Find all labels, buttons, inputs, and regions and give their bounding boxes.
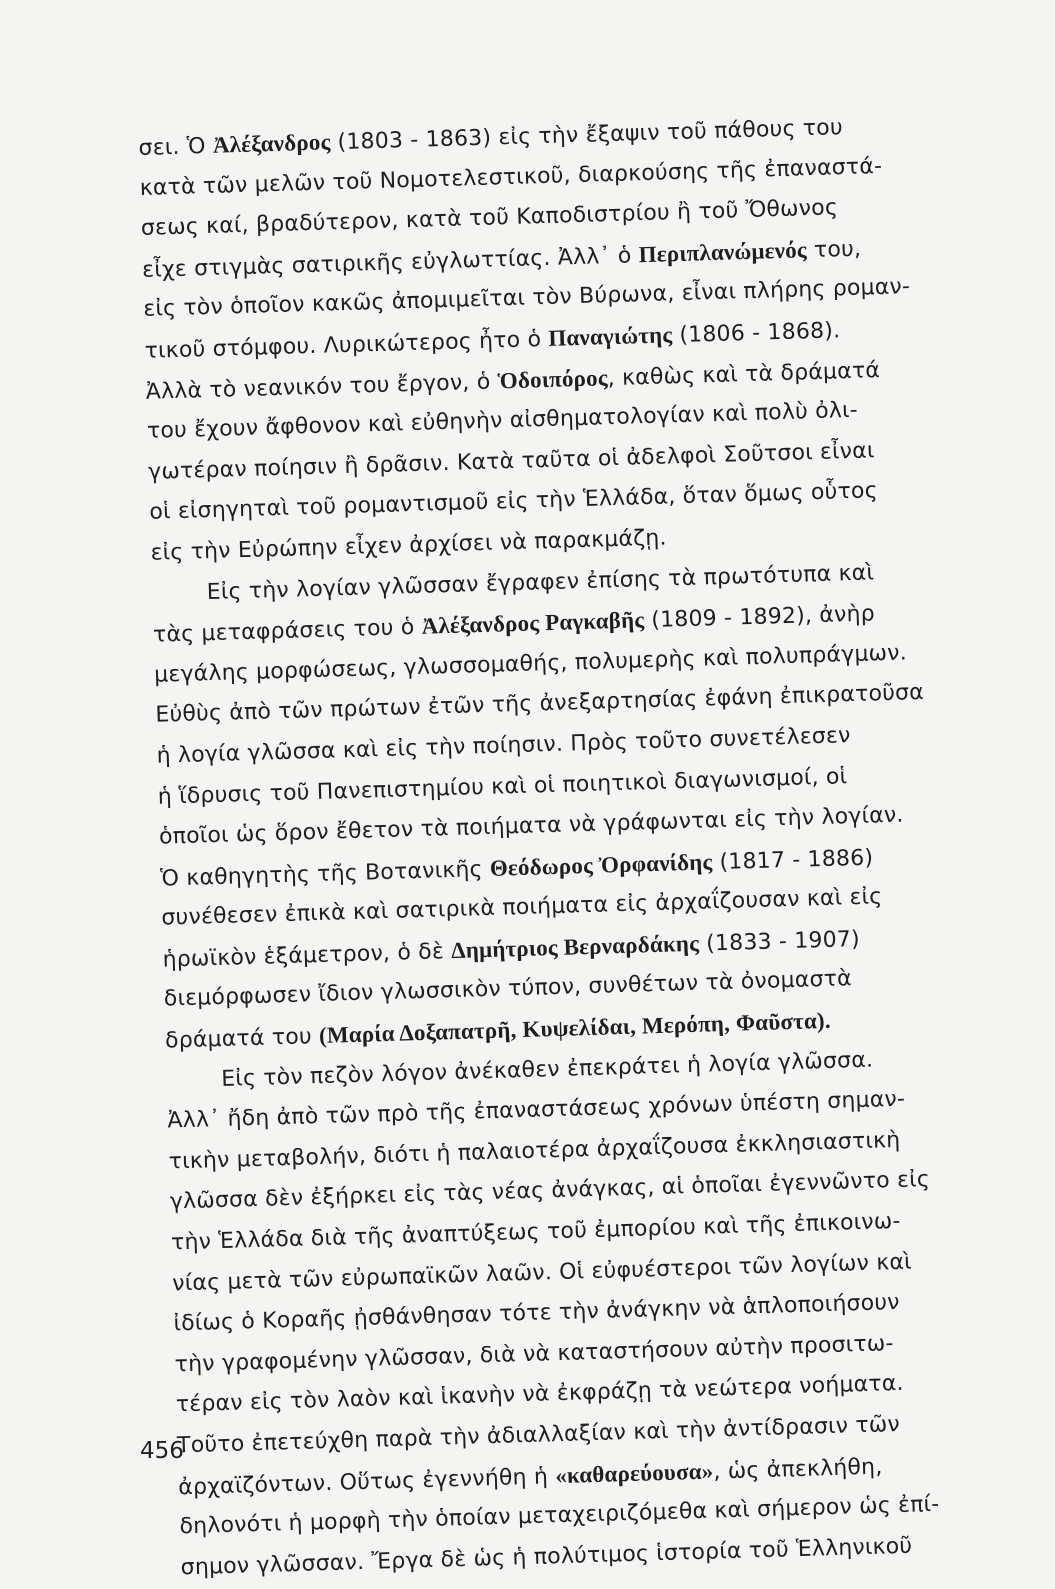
text-run: τὰς μεταφράσεις του ὁ [152, 614, 423, 648]
text-run: οἱ εἰσηγηταὶ τοῦ ρομαντισμοῦ εἰς τὴν Ἑλλάδα, ὅταν ὅμως οὗτος [149, 478, 879, 526]
text-run: τὴν γραφομένην γλῶσσαν, διὰ νὰ καταστήσουν αὐτὴν προσιτω- [174, 1330, 894, 1378]
text-run: δηλονότι ἡ μορφὴ τὴν ὁποίαν μεταχειριζόμεθα καὶ σήμερον ὡς ἐπί- [179, 1492, 940, 1540]
bold-name: «καθαρεύουσα» [554, 1458, 714, 1488]
bold-name: Ὁδοιπόρος [497, 364, 609, 394]
text-run: ἡ ἵδρυσις τοῦ Πανεπιστημίου καὶ οἱ ποιητικοὶ διαγωνισμοί, οἱ [157, 763, 848, 810]
bold-name: Περιπλανώμενός [638, 237, 808, 267]
text-run: ἰδίως ὁ Κοραῆς ᾐσθάνθησαν τότε τὴν ἀνάγκην νὰ ἁπλοποιήσουν [173, 1290, 901, 1337]
text-run: συνέθεσεν ἐπικὰ καὶ σατιρικὰ ποιήματα εἰς ἀρχαΐζουσαν καὶ εἰς [161, 884, 883, 931]
text-run: του, [806, 236, 862, 263]
text-run: εἰς τὸν ὁποῖον κακῶς ἀπομιμεῖται τὸν Βύρωνα, εἶναι πλήρης ρομαν- [143, 274, 911, 323]
bold-name: Δημήτριος Βερναρδάκης [450, 930, 700, 963]
text-run: ἡρωϊκὸν ἑξάμετρον, ὁ δὲ [162, 938, 452, 973]
text-run: Ἀλλ᾽ ἤδη ἀπὸ τῶν πρὸ τῆς ἐπαναστάσεως χρόνων ὑπέστη σημαν- [167, 1086, 906, 1134]
text-run: , ὡς ἀπεκλήθη, [713, 1454, 883, 1485]
text-run: γλῶσσα δὲν ἐξήρκει εἰς τὰς νέας ἀνάγκας, αἱ ὁποῖαι ἐγεννῶντο εἰς [169, 1167, 931, 1215]
text-run: (1806 - 1868). [671, 318, 841, 349]
text-run: τέραν εἰς τὸν λαὸν καὶ ἱκανὴν νὰ ἐκφράζῃ τὰ νεώτερα νοήματα. [175, 1371, 905, 1418]
text-run: δράματά του [164, 1024, 320, 1054]
text-run: Εἰς τὸν πεζὸν λόγον ἀνέκαθεν ἐπεκράτει ἡ λογία γλῶσσα. [220, 1047, 874, 1092]
text-run: σημον γλῶσσαν. Ἔργα δὲ ὡς ἡ πολύτιμος ἱστορία τοῦ Ἑλληνικοῦ [180, 1533, 913, 1581]
text-run: , καθὼς καὶ τὰ δράματά [607, 357, 881, 391]
text-run: σεως καί, βραδύτερον, κατὰ τοῦ Καποδιστρίου ἢ τοῦ Ὄθωνος [140, 195, 839, 242]
text-run: του ἔχουν ἄφθονον καὶ εὐθηνὴν αἰσθηματολογίαν καὶ πολὺ ὀλι- [146, 397, 859, 445]
bold-name: Ἀλέξανδρος Ραγκαβῆς [421, 607, 645, 639]
text-run: διεμόρφωσεν ἴδιον γλωσσικὸν τύπον, συνθέτων τὰ ὀνομαστὰ [163, 966, 853, 1013]
text-run: ἀρχαϊζόντων. Οὕτως ἐγεννήθη ἡ [177, 1463, 556, 1500]
bold-name: Ἀλέξανδρος [212, 129, 331, 158]
bold-name: (Μαρία Δοξαπατρῆ, Κυψελίδαι, Μερόπη, Φαῦστα). [318, 1007, 832, 1049]
text-run: Εὐθὺς ἀπὸ τῶν πρώτων ἐτῶν τῆς ἀνεξαρτησίας ἐφάνη ἐπικρατοῦσα [155, 680, 925, 729]
text-run: Εἰς τὴν λογίαν γλῶσσαν ἔγραφεν ἐπίσης τὰ πρωτότυπα καὶ [206, 559, 875, 605]
text-run: (1803 - 1863) εἰς τὴν ἔξαψιν τοῦ πάθους του [330, 115, 844, 156]
text-run: Τοῦτο ἐπετεύχθη παρὰ τὴν ἀδιαλλαξίαν καὶ τὴν ἀντίδρασιν τῶν [176, 1411, 901, 1459]
text-run: νίας μετὰ τῶν εὐρωπαϊκῶν λαῶν. Οἱ εὐφυέστεροι τῶν λογίων καὶ [171, 1249, 913, 1297]
text-run: ἡ λογία γλῶσσα καὶ εἰς τὴν ποίησιν. Πρὸς τοῦτο συνετέλεσεν [156, 723, 851, 769]
text-run: τὴν Ἑλλάδα διὰ τῆς ἀναπτύξεως τοῦ ἐμπορίου καὶ τῆς ἐπικοινω- [170, 1208, 901, 1256]
bold-name: Θεόδωρος Ὀρφανίδης [489, 848, 713, 881]
text-run: ὁποῖοι ὡς ὅρον ἔθετον τὰ ποιήματα νὰ γράφωνται εἰς τὴν λογίαν. [158, 802, 904, 850]
text-run: κατὰ τῶν μελῶν τοῦ Νομοτελεστικοῦ, διαρκούσης τῆς ἐπαναστά- [139, 153, 883, 201]
text-run: Ὁ καθηγητὴς τῆς Βοτανικῆς [159, 856, 491, 892]
text-run: εἶχε στιγμὰς σατιρικῆς εὐγλωττίας. Ἀλλ᾽ ὁ [141, 242, 640, 283]
text-run: τικοῦ στόμφου. Λυρικώτερος ἦτο ὁ [144, 326, 549, 364]
page-number: 456 [140, 1438, 184, 1464]
body-text [138, 103, 1031, 1589]
text-run: γωτέραν ποίησιν ἢ δρᾶσιν. Κατὰ ταῦτα οἱ ἀδελφοὶ Σοῦτσοι εἶναι [147, 438, 875, 485]
text-run: μεγάλης μορφώσεως, γλωσσομαθής, πολυμερὴς καὶ πολυπράγμων. [153, 640, 908, 688]
text-run: (1833 - 1907) [698, 926, 861, 957]
text-run: (1817 - 1886) [711, 845, 874, 875]
text-run: Ἀλλὰ τὸ νεανικόν του ἔργον, ὁ [145, 369, 498, 405]
text-run: (1809 - 1892), ἀνὴρ [643, 601, 876, 634]
bold-name: Παναγιώτης [547, 322, 673, 351]
text-run: εἰς τὴν Εὐρώπην εἶχεν ἀρχίσει νὰ παρακμάζῃ. [150, 525, 668, 566]
text-run: σει. Ὁ [138, 133, 214, 161]
text-run: τικὴν μεταβολήν, διότι ἡ παλαιοτέρα ἀρχαΐζουσα ἐκκλησιαστικὴ [168, 1127, 901, 1175]
